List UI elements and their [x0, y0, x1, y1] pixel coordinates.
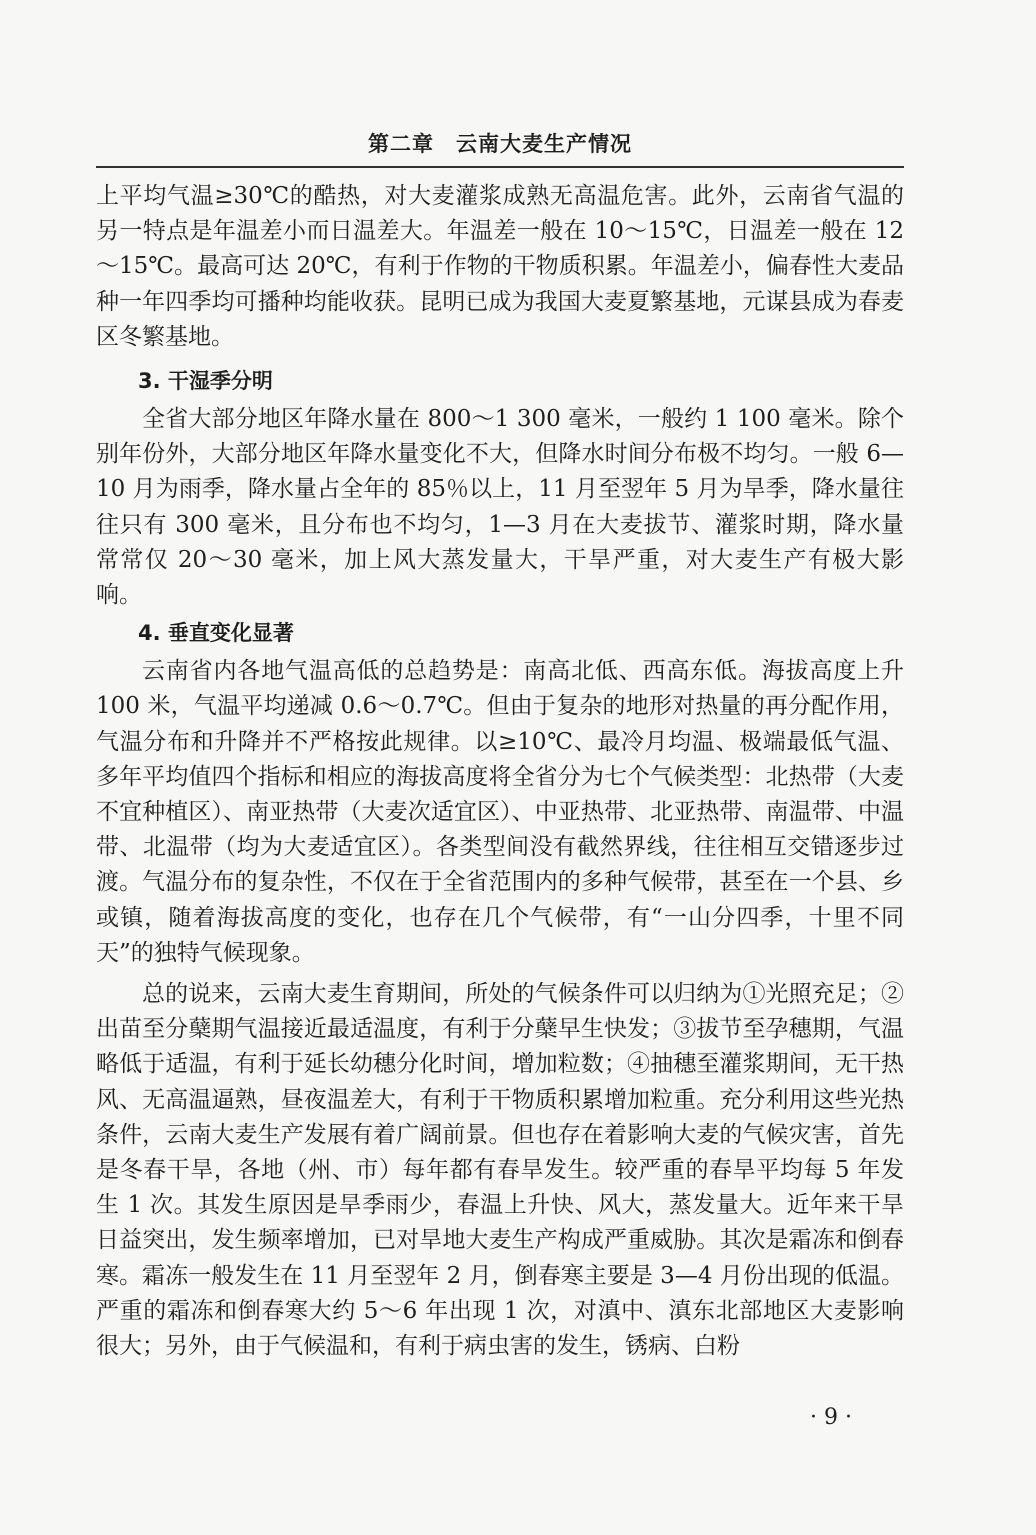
header-rule	[96, 166, 904, 168]
paragraph-continuation: 上平均气温≥30℃的酷热，对大麦灌浆成熟无高温危害。此外，云南省气温的另一特点是年温差小而日温差大。年温差一般在 10～15℃，日温差一般在 12～15℃。最高可达 20℃，有利于作物的干物质积累。年温差小，偏春性大麦品种一年四季均可播种均能收获。昆明已成为我国大麦夏繁基地，元谋县成为春麦区冬繁基地。	[96, 183, 904, 350]
paragraph-precipitation: 全省大部分地区年降水量在 800～1 300 毫米，一般约 1 100 毫米。除个别年份外，大部分地区年降水量变化不大，但降水时间分布极不均匀。一般 6—10 月为雨季，降水量占全年的 85％以上，11 月至翌年 5 月为旱季，降水量往往只有 300 毫米，且分布也不均匀，1—3 月在大麦拔节、灌浆时期，降水量常常仅 20～30 毫米，加上风大蒸发量大，干旱严重，对大麦生产有极大影响。	[96, 406, 904, 609]
paragraph-summary: 总的说来，云南大麦生育期间，所处的气候条件可以归纳为①光照充足；②出苗至分蘖期气温接近最适温度，有利于分蘖早生快发；③拔节至孕穗期，气温略低于适温，有利于延长幼穗分化时间，增加粒数；④抽穗至灌浆期间，无干热风、无高温逼熟，昼夜温差大，有利于干物质积累增加粒重。充分利用这些光热条件，云南大麦生产发展有着广阔前景。但也存在着影响大麦的气候灾害，首先是冬春干旱，各地（州、市）每年都有春旱发生。较严重的春旱平均每 5 年发生 1 次。其发生原因是旱季雨少，春温上升快、风大，蒸发量大。近年来干旱日益突出，发生频率增加，已对旱地大麦生产构成严重威胁。其次是霜冻和倒春寒。霜冻一般发生在 11 月至翌年 2 月，倒春寒主要是 3—4 月份出现的低温。严重的霜冻和倒春寒大约 5～6 年出现 1 次，对滇中、滇东北部地区大麦影响很大；另外，由于气候温和，有利于病虫害的发生，锈病、白粉	[96, 981, 904, 1360]
page-number: · 9 ·	[810, 1405, 852, 1430]
running-header: 第二章 云南大麦生产情况	[368, 132, 632, 156]
section-heading-4: 4. 垂直变化显著	[138, 621, 294, 646]
body-text	[96, 179, 904, 1364]
paragraph-vertical-variation: 云南省内各地气温高低的总趋势是：南高北低、西高东低。海拔高度上升 100 米，气温平均递减 0.6～0.7℃。但由于复杂的地形对热量的再分配作用，气温分布和升降并不严格按此规律。以≥10℃、最冷月均温、极端最低气温、多年平均值四个指标和相应的海拔高度将全省分为七个气候类型：北热带（大麦不宜种植区）、南亚热带（大麦次适宜区）、中亚热带、北亚热带、南温带、中温带、北温带（均为大麦适宜区）。各类型间没有截然界线，往往相互交错逐步过渡。气温分布的复杂性，不仅在于全省范围内的多种气候带，甚至在一个县、乡或镇，随着海拔高度的变化，也存在几个气候带，有“一山分四季，十里不同天”的独特气候现象。	[96, 658, 904, 966]
section-heading-3: 3. 干湿季分明	[138, 368, 273, 393]
